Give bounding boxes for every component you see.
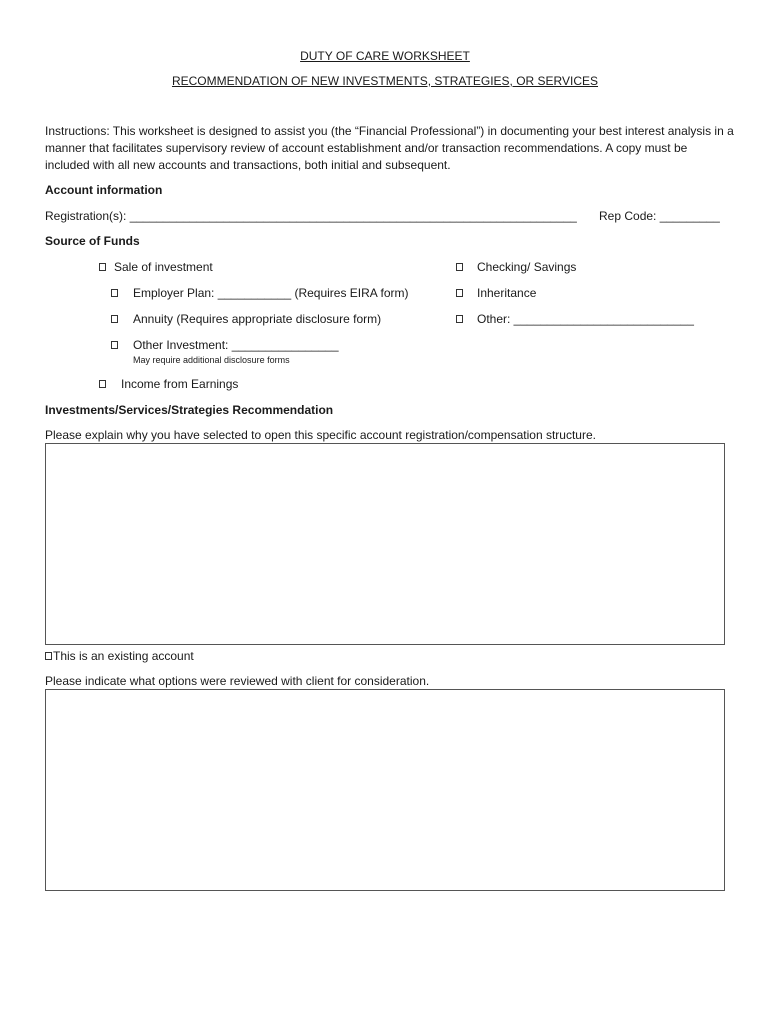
- explanation-prompt: Please explain why you have selected to open this specific account registration/compensation structure.: [45, 428, 596, 442]
- employer-plan-label: Employer Plan: ___________ (Requires EIRA form): [133, 286, 409, 300]
- recommendation-heading: Investments/Services/Strategies Recommendation: [45, 403, 334, 417]
- existing-account-label: This is an existing account: [53, 649, 194, 663]
- annuity-label: Annuity (Requires appropriate disclosure form): [133, 312, 382, 326]
- other-investment-checkbox[interactable]: [111, 341, 118, 349]
- worksheet-title: DUTY OF CARE WORKSHEET: [300, 49, 470, 63]
- explanation-textbox[interactable]: [45, 443, 725, 645]
- account-information-heading: Account information: [45, 183, 163, 197]
- source-of-funds-heading: Source of Funds: [45, 234, 140, 248]
- options-prompt: Please indicate what options were reviewed with client for consideration.: [45, 674, 430, 688]
- disclosure-note: May require additional disclosure forms: [133, 355, 290, 365]
- inheritance-label: Inheritance: [477, 286, 537, 300]
- rep-code-field[interactable]: Rep Code: _________: [599, 209, 720, 223]
- checking-savings-checkbox[interactable]: [456, 263, 463, 271]
- sale-of-investment-checkbox[interactable]: [99, 263, 106, 271]
- checking-savings-label: Checking/ Savings: [477, 260, 577, 274]
- other-investment-label: Other Investment: ________________: [133, 338, 339, 352]
- annuity-checkbox[interactable]: [111, 315, 118, 323]
- income-from-earnings-checkbox[interactable]: [99, 380, 106, 388]
- options-textbox[interactable]: [45, 689, 725, 891]
- existing-account-checkbox[interactable]: [45, 652, 52, 660]
- other-source-label: Other: ___________________________: [477, 312, 694, 326]
- income-from-earnings-label: Income from Earnings: [121, 377, 239, 391]
- sale-of-investment-label: Sale of investment: [114, 260, 213, 274]
- inheritance-checkbox[interactable]: [456, 289, 463, 297]
- registration-field[interactable]: Registration(s): ___________________________________________________________________: [45, 209, 577, 223]
- employer-plan-checkbox[interactable]: [111, 289, 118, 297]
- instructions-text: Instructions: This worksheet is designed to assist you (the “Financial Professional”) in documenting your best interest analysis in a manner that facilitates supervisory review of account establishment and/or transaction recommendations. A copy must be included with all new accounts and transactions, both initial and subsequent.: [45, 124, 734, 172]
- other-source-checkbox[interactable]: [456, 315, 463, 323]
- worksheet-subtitle: RECOMMENDATION OF NEW INVESTMENTS, STRATEGIES, OR SERVICES: [171, 74, 599, 88]
